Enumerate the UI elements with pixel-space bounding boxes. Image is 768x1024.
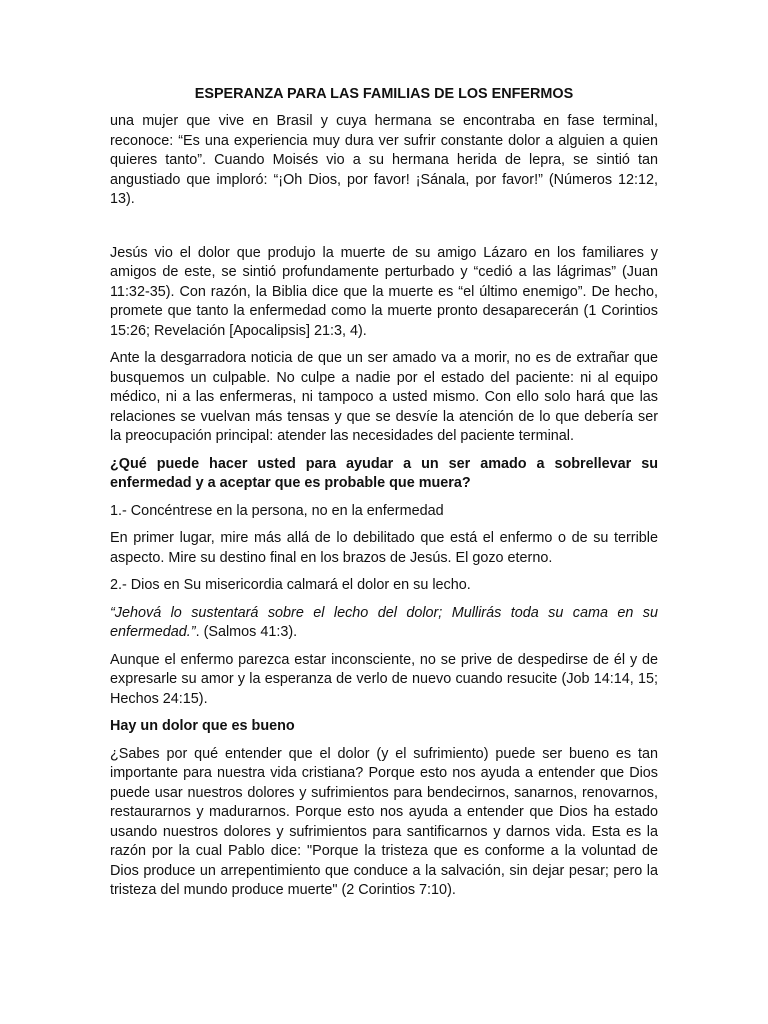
- paragraph-lazaro: Jesús vio el dolor que produjo la muerte de su amigo Lázaro en los familiares y amigos de este, se sintió profundamente perturbado y “cedió a las lágrimas” (Juan 11:32-35). Con razón, la Biblia dice que la muerte es “el último enemigo”. De hecho, promete que tanto la enfermedad como la muerte pronto desaparecerán (1 Corintios 15:26; Revelación [Apocalipsis] 21:3, 4).: [110, 244, 658, 339]
- quote-reference: . (Salmos 41:3).: [195, 624, 298, 640]
- paragraph-mire: En primer lugar, mire más allá de lo debilitado que está el enfermo o de su terrible aspecto. Mire su destino final en los brazos de Jesús. El gozo eterno.: [110, 530, 658, 566]
- quote-text: “Jehová lo sustentará sobre el lecho del dolor; Mullirás toda su cama en su enfermedad.”: [110, 604, 658, 640]
- point-one: 1.- Concéntrese en la persona, no en la enfermedad: [110, 502, 444, 519]
- document-page: [110, 86, 658, 909]
- paragraph-dolor-bueno: ¿Sabes por qué entender que el dolor (y el sufrimiento) puede ser bueno es tan importante para nuestra vida cristiana? Porque esto nos ayuda a entender que Dios puede usar nuestros dolores y sufrimientos para bendecirnos, sanarnos, renovarnos, restaurarnos y madurarnos. Porque esto nos ayuda a entender que Dios ha estado usando nuestros dolores y sufrimientos para santificarnos y darnos vida. Esta es la razón por la cual Pablo dice: "Porque la tristeza que es conforme a la voluntad de Dios produce un arrepentimiento que conduce a la salvación, sin dejar pesar; pero la tristeza del mundo produce muerte" (2 Corintios 7:10).: [110, 745, 658, 898]
- point-two: 2.- Dios en Su misericordia calmará el dolor en su lecho.: [110, 577, 471, 593]
- paragraph-culpable: Ante la desgarradora noticia de que un ser amado va a morir, no es de extrañar que busquemos un culpable. No culpe a nadie por el estado del paciente: ni al equipo médico, ni a las enfermeras, ni tampoco a usted mismo. Con ello solo hará que las relaciones se vuelvan más tensas y que se desvíe la atención de lo que debería ser la preocupación principal: atender las necesidades del paciente terminal.: [110, 350, 658, 444]
- question-heading: ¿Qué puede hacer usted para ayudar a un ser amado a sobrellevar su enfermedad y a aceptar que es probable que muera?: [110, 455, 658, 491]
- paragraph-brasil: una mujer que vive en Brasil y cuya hermana se encontraba en fase terminal, reconoce: “Es una experiencia muy dura ver sufrir constante dolor a alguien a quien quieres tanto”. Cuando Moisés vio a su hermana herida de lepra, se sintió tan angustiado que imploró: “¡Oh Dios, por favor! ¡Sánala, por favor!” (Números 12:12, 13).: [110, 113, 658, 207]
- scripture-quote: [110, 604, 658, 643]
- document-title: ESPERANZA PARA LAS FAMILIAS DE LOS ENFERMOS: [194, 86, 574, 102]
- paragraph-despedirse: Aunque el enfermo parezca estar inconsciente, no se prive de despedirse de él y de expresarle su amor y la esperanza de verlo de nuevo cuando resucite (Job 14:14, 15; Hechos 24:15).: [110, 651, 658, 707]
- section-heading-dolor: Hay un dolor que es bueno: [110, 718, 295, 734]
